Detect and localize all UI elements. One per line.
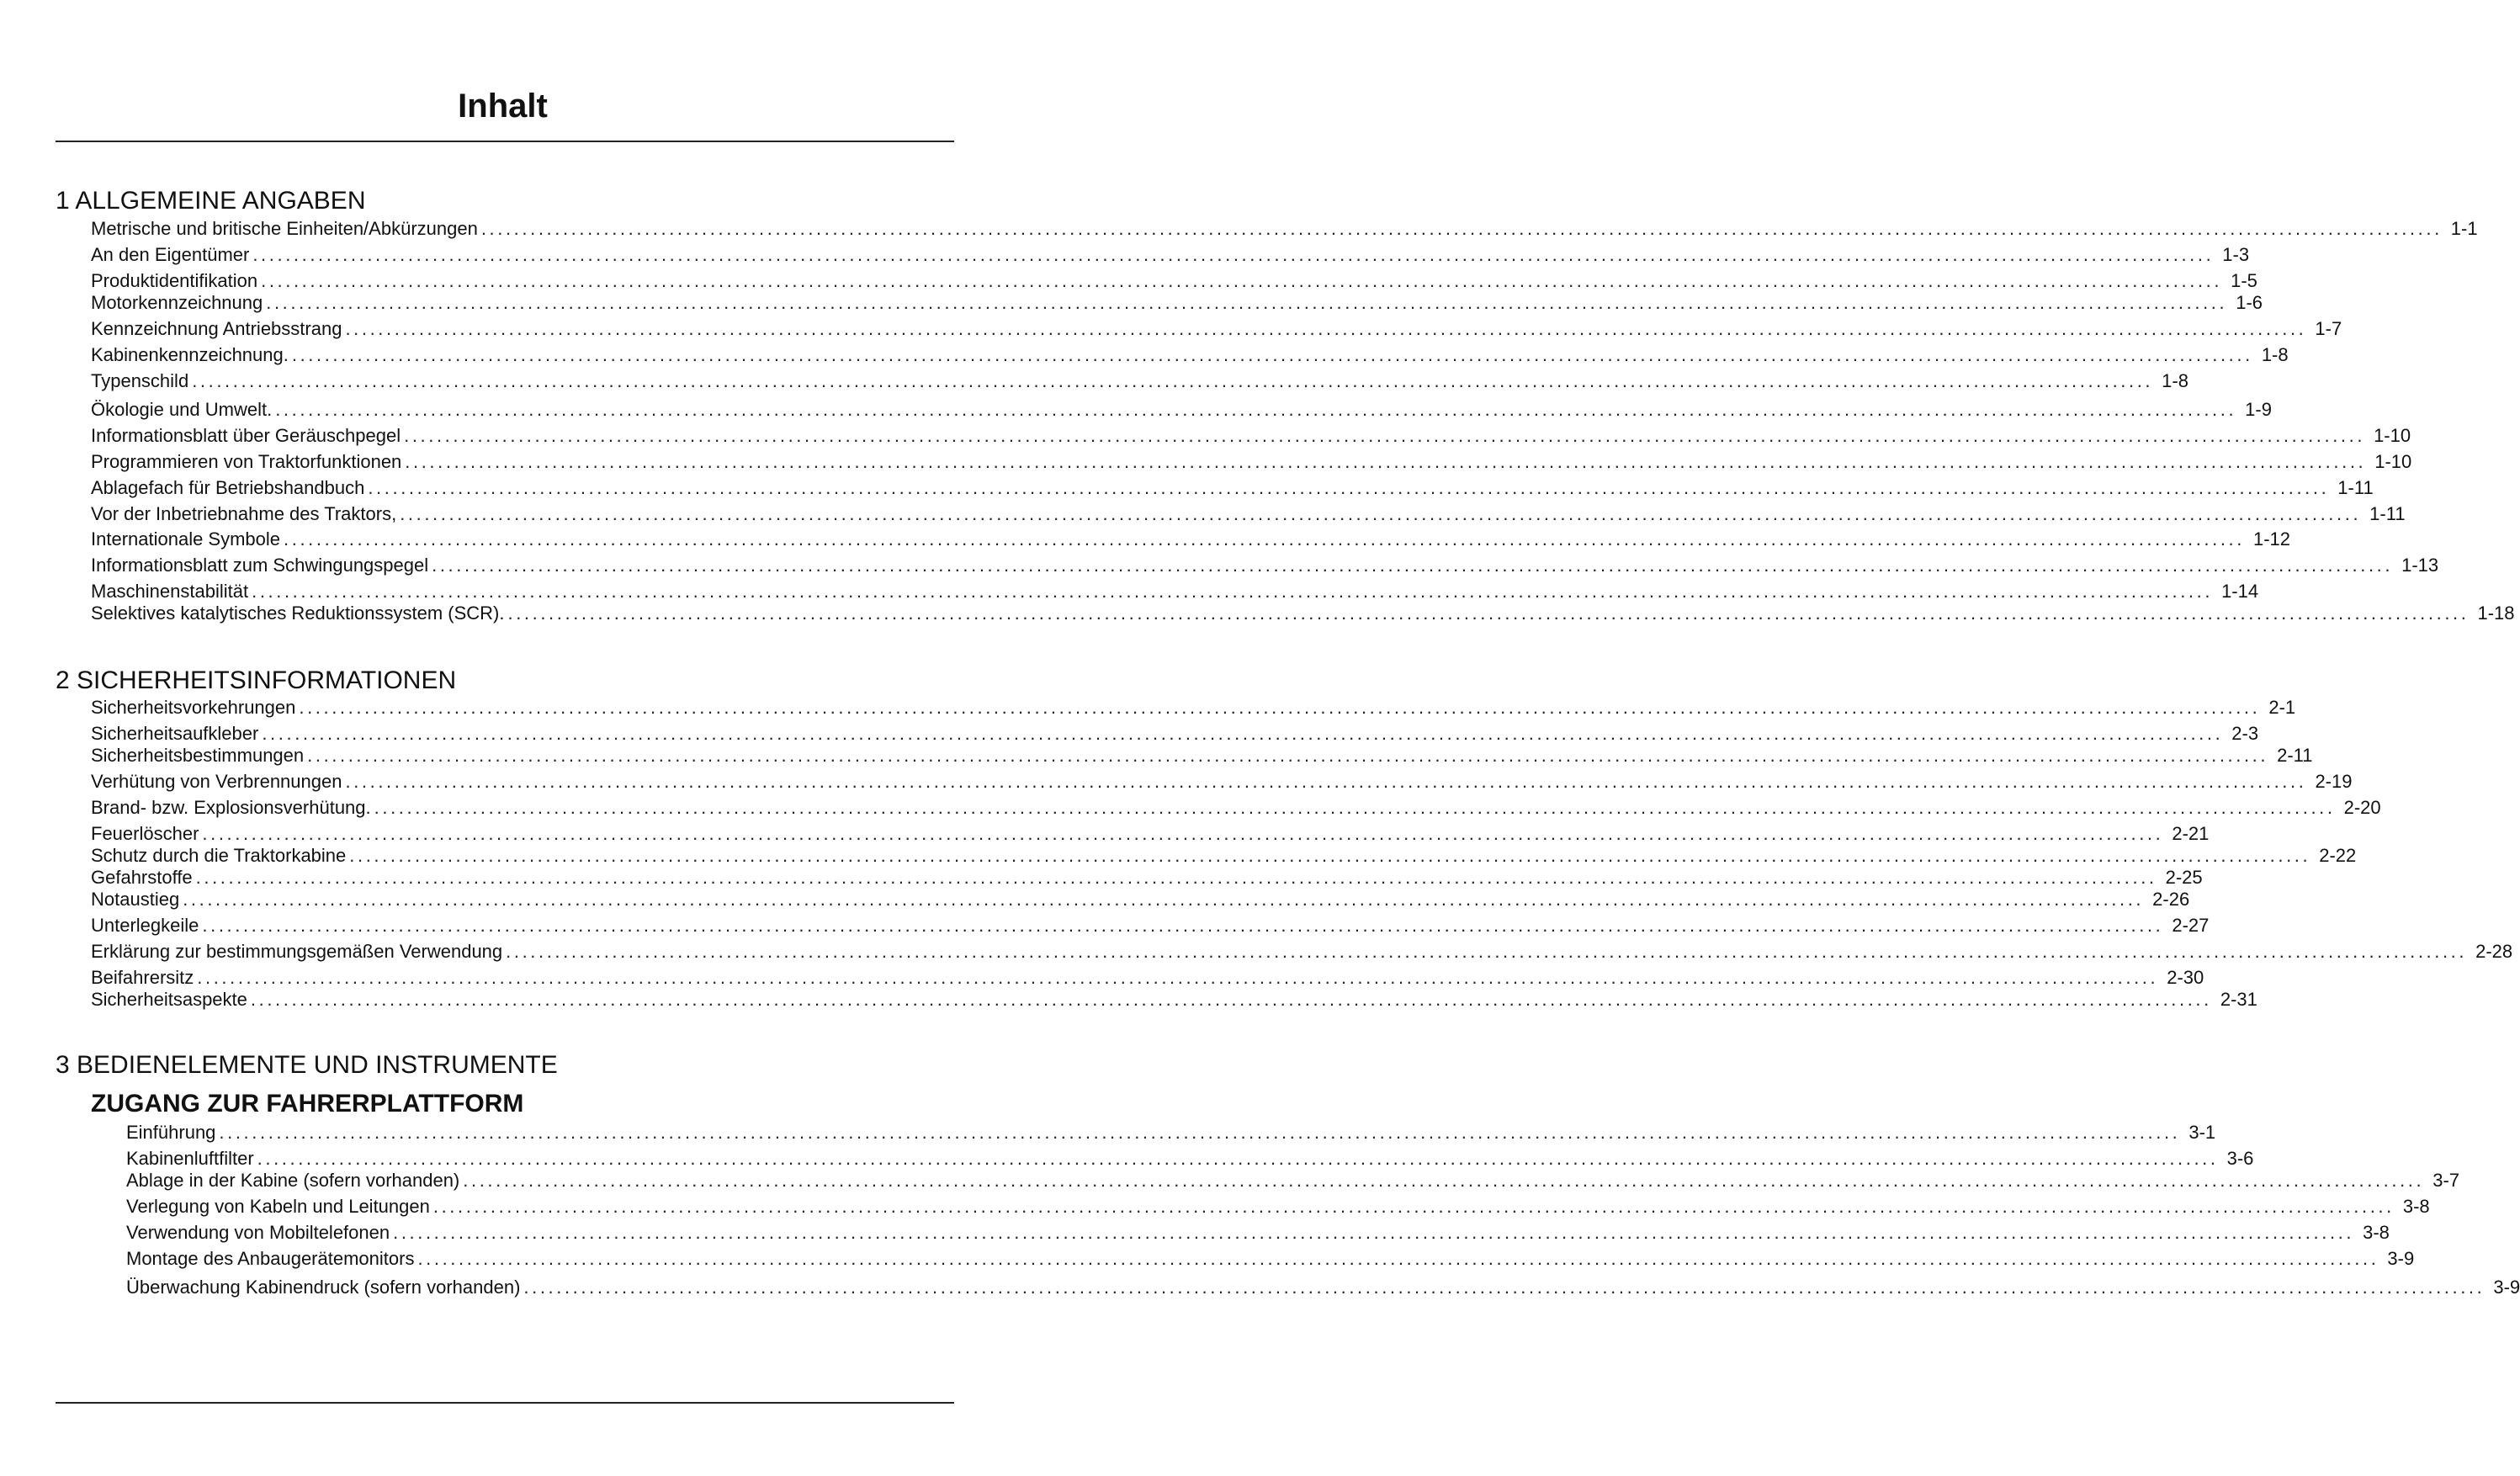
toc-entry[interactable]: Verwendung von Mobiltelefonen ................................................................................................................................................................................................................................................ 3-8 (126, 1222, 2390, 1243)
toc-entry[interactable]: Ablage in der Kabine (sofern vorhanden) ................................................................................................................................................................................................................................................ 3-7 (126, 1170, 2460, 1191)
page-number: 1-10 (2374, 425, 2411, 446)
section-3-subheading: ZUGANG ZUR FAHRERPLATTFORM (91, 1090, 524, 1118)
page-number: 3-7 (2432, 1170, 2460, 1191)
page-number: 2-3 (2231, 723, 2259, 744)
toc-entry[interactable]: Feuerlöscher ................................................................................................................................................................................................................................................ 2-21 (91, 823, 2210, 844)
toc-entry[interactable]: Überwachung Kabinendruck (sofern vorhanden) ................................................................................................................................................................................................................................................ 3-9 (126, 1277, 2520, 1298)
page-number: 3-6 (2226, 1148, 2254, 1169)
page-number: 1-12 (2252, 528, 2291, 550)
page-number: 3-1 (2188, 1122, 2216, 1143)
toc-entry[interactable]: Sicherheitsaufkleber ................................................................................................................................................................................................................................................ 2-3 (91, 723, 2259, 744)
toc-entry[interactable]: Gefahrstoffe ................................................................................................................................................................................................................................................ 2-25 (91, 867, 2203, 888)
page-number: 2-11 (2277, 745, 2313, 766)
toc-entry[interactable]: Unterlegkeile ................................................................................................................................................................................................................................................ 2-27 (91, 915, 2210, 936)
page-number: 3-9 (2493, 1277, 2520, 1298)
toc-entry[interactable]: Montage des Anbaugerätemonitors ................................................................................................................................................................................................................................................ 3-9 (126, 1248, 2415, 1269)
toc-entry[interactable]: Motorkennzeichnung ................................................................................................................................................................................................................................................ 1-6 (91, 292, 2263, 313)
page-number: 1-11 (2369, 503, 2406, 524)
page-number: 2-28 (2475, 941, 2513, 962)
toc-entry[interactable]: Verhütung von Verbrennungen ................................................................................................................................................................................................................................................ 2-19 (91, 771, 2353, 792)
page-title: Inhalt (458, 88, 548, 125)
toc-entry[interactable]: Erklärung zur bestimmungsgemäßen Verwendung ................................................................................................................................................................................................................................................ 2-28 (91, 941, 2513, 962)
toc-entry[interactable]: Produktidentifikation ................................................................................................................................................................................................................................................ 1-5 (91, 270, 2257, 291)
section-2-heading: 2 SICHERHEITSINFORMATIONEN (56, 666, 457, 694)
page-number: 2-20 (2343, 797, 2381, 818)
page-number: 1-6 (2236, 292, 2263, 313)
page-number: 1-11 (2337, 477, 2374, 498)
toc-entry[interactable]: Selektives katalytisches Reduktionssystem (SCR). ................................................................................................................................................................................................................................................ 1-18 (91, 603, 2515, 624)
toc-entry[interactable]: Verlegung von Kabeln und Leitungen ................................................................................................................................................................................................................................................ 3-8 (126, 1196, 2430, 1217)
page-number: 2-27 (2172, 915, 2210, 936)
page-number: 1-14 (2221, 581, 2259, 602)
toc-entry[interactable]: Notaustieg ................................................................................................................................................................................................................................................ 2-26 (91, 889, 2190, 910)
toc-entry[interactable]: Typenschild ................................................................................................................................................................................................................................................ 1-8 (91, 370, 2188, 391)
page-number: 1-5 (2231, 270, 2257, 291)
page-number: 2-22 (2319, 845, 2357, 866)
page-number: 2-25 (2165, 867, 2203, 888)
toc-entry[interactable]: Maschinenstabilität ................................................................................................................................................................................................................................................ 1-14 (91, 581, 2259, 602)
page-number: 3-9 (2387, 1248, 2415, 1269)
page-number: 1-8 (2162, 370, 2188, 391)
page-number: 2-31 (2220, 989, 2257, 1010)
toc-entry[interactable]: Kabinenkennzeichnung. ................................................................................................................................................................................................................................................ 1-8 (91, 344, 2289, 365)
toc-entry[interactable]: Informationsblatt zum Schwingungspegel ................................................................................................................................................................................................................................................ 1-13 (91, 555, 2439, 576)
page-number: 1-8 (2261, 344, 2289, 365)
top-rule (56, 141, 954, 142)
toc-entry[interactable]: Schutz durch die Traktorkabine ................................................................................................................................................................................................................................................ 2-22 (91, 845, 2357, 866)
page-number: 1-9 (2245, 399, 2272, 420)
page-number: 2-19 (2315, 771, 2353, 792)
toc-entry[interactable]: Brand- bzw. Explosionsverhütung. ................................................................................................................................................................................................................................................ 2-20 (91, 797, 2381, 818)
toc-entry[interactable]: Sicherheitsaspekte ................................................................................................................................................................................................................................................ 2-31 (91, 989, 2257, 1010)
toc-entry[interactable]: Internationale Symbole ................................................................................................................................................................................................................................................ 1-12 (91, 528, 2291, 550)
page-number: 2-21 (2172, 823, 2210, 844)
toc-entry[interactable]: Vor der Inbetriebnahme des Traktors, ................................................................................................................................................................................................................................................ 1-11 (91, 503, 2406, 524)
toc-entry[interactable]: Sicherheitsvorkehrungen ................................................................................................................................................................................................................................................ 2-1 (91, 697, 2296, 718)
page-number: 1-1 (2450, 218, 2478, 239)
page-number: 1-3 (2222, 244, 2250, 265)
page-number: 1-18 (2477, 603, 2515, 624)
page-number: 1-10 (2374, 451, 2412, 472)
toc-entry[interactable]: Ablagefach für Betriebshandbuch ................................................................................................................................................................................................................................................ 1-11 (91, 477, 2374, 498)
toc-entry[interactable]: Programmieren von Traktorfunktionen ................................................................................................................................................................................................................................................ 1-10 (91, 451, 2412, 472)
toc-entry[interactable]: Beifahrersitz ................................................................................................................................................................................................................................................ 2-30 (91, 967, 2204, 988)
page-number: 3-8 (2363, 1222, 2390, 1243)
toc-entry[interactable]: Kennzeichnung Antriebsstrang ................................................................................................................................................................................................................................................ 1-7 (91, 318, 2342, 339)
page-number: 2-26 (2152, 889, 2190, 910)
page-number: 1-7 (2315, 318, 2342, 339)
section-1-heading: 1 ALLGEMEINE ANGABEN (56, 187, 366, 215)
toc-entry[interactable]: Informationsblatt über Geräuschpegel ................................................................................................................................................................................................................................................ 1-10 (91, 425, 2411, 446)
toc-entry[interactable]: Einführung ................................................................................................................................................................................................................................................ 3-1 (126, 1122, 2216, 1143)
page-number: 3-8 (2402, 1196, 2430, 1217)
toc-entry[interactable]: Metrische und britische Einheiten/Abkürzungen ................................................................................................................................................................................................................................................ 1-1 (91, 218, 2478, 239)
page-number: 2-30 (2167, 967, 2204, 988)
toc-entry[interactable]: Sicherheitsbestimmungen ................................................................................................................................................................................................................................................ 2-11 (91, 745, 2313, 766)
toc-entry[interactable]: Kabinenluftfilter ................................................................................................................................................................................................................................................ 3-6 (126, 1148, 2254, 1169)
bottom-rule (56, 1402, 954, 1404)
toc-entry[interactable]: Ökologie und Umwelt. ................................................................................................................................................................................................................................................ 1-9 (91, 399, 2272, 420)
toc-entry[interactable]: An den Eigentümer ................................................................................................................................................................................................................................................ 1-3 (91, 244, 2250, 265)
page-number: 1-13 (2401, 555, 2439, 576)
section-3-heading: 3 BEDIENELEMENTE UND INSTRUMENTE (56, 1051, 558, 1079)
page-number: 2-1 (2268, 697, 2296, 718)
